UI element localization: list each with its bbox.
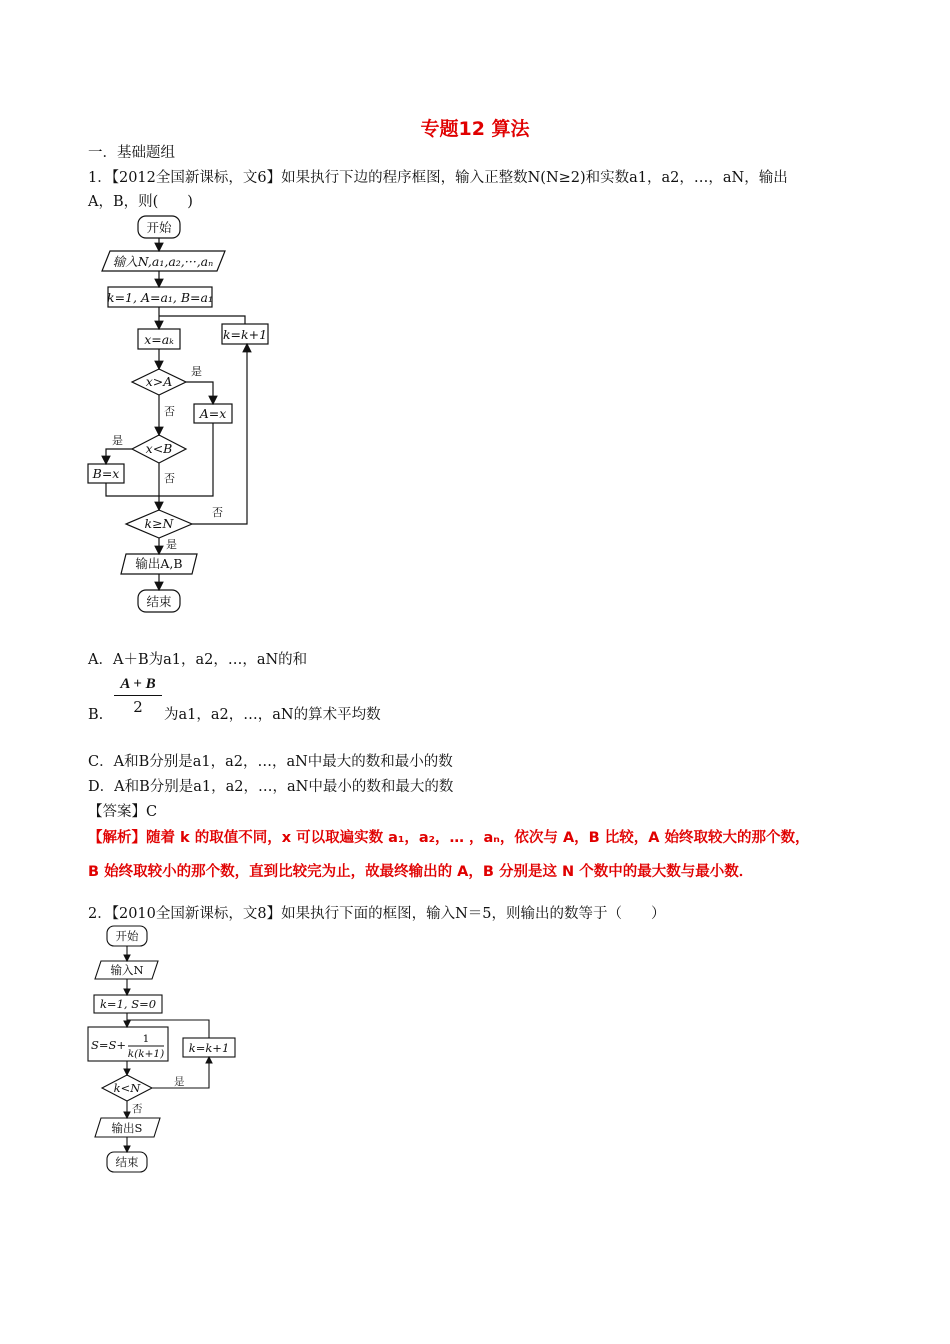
q1-analysis-line1: 【解析】随着 k 的取值不同，x 可以取遍实数 a₁，a₂，… ，aₙ，依次与 A，B 比较，A 始终取较大的那个数， <box>88 830 810 846</box>
q1-analysis-line2: B 始终取较小的那个数，直到比较完为止，故最终输出的 A，B 分别是这 N 个数中的最大数与最小数． <box>88 864 754 880</box>
q2-inc-k-label: k=k+1 <box>188 1041 230 1055</box>
q1-option-b-fraction <box>114 676 162 716</box>
q1-no-label-3: 否 <box>212 506 223 519</box>
q2-cond-label: k<N <box>113 1081 141 1095</box>
q1-cond2-label: x<B <box>145 441 173 456</box>
q2-stem-line1: 2．【2010全国新课标，文8】如果执行下面的框图，输入N＝5，则输出的数等于（ ） <box>88 906 666 922</box>
q1-yes-label-1: 是 <box>191 365 202 378</box>
q1-cond3-label: k≥N <box>144 516 174 531</box>
fraction-numerator: A + B <box>114 676 162 696</box>
q2-update-s-denominator: k(k+1) <box>127 1048 165 1060</box>
q1-assign-x-label: x=aₖ <box>144 332 174 347</box>
q2-output-label: 输出S <box>111 1121 143 1135</box>
q1-option-a: A．A＋B为a1，a2，…，aN的和 <box>88 652 308 668</box>
q1-yes-label-3: 是 <box>166 538 177 551</box>
q2-no-label: 否 <box>132 1103 143 1115</box>
q2-init-label: k=1, S=0 <box>99 997 157 1011</box>
q1-option-b-text: 为a1，a2，…，aN的算术平均数 <box>164 707 381 723</box>
q1-input-label: 输入N,a₁,a₂,···,aₙ <box>112 254 214 269</box>
q1-output-label: 输出A,B <box>135 556 183 571</box>
q1-yes-label-2: 是 <box>112 434 123 447</box>
q1-option-c: C．A和B分别是a1，a2，…，aN中最大的数和最小的数 <box>88 754 453 770</box>
q1-set-a-label: A=x <box>199 406 227 421</box>
q1-option-d: D．A和B分别是a1，a2，…，aN中最小的数和最大的数 <box>88 779 454 795</box>
q2-start-label: 开始 <box>115 929 139 943</box>
q1-option-b-prefix: B. <box>88 707 104 723</box>
q2-update-s-left: S=S+ <box>91 1038 127 1052</box>
q1-init-label: k=1, A=a₁, B=a₁ <box>107 290 213 305</box>
q1-set-b-label: B=x <box>92 466 120 481</box>
q2-update-s-numerator: 1 <box>142 1033 150 1045</box>
q1-flowchart <box>80 210 290 620</box>
q1-inc-k-label: k=k+1 <box>222 327 268 342</box>
q1-no-label-2: 否 <box>164 472 175 485</box>
q1-end-label: 结束 <box>146 594 172 609</box>
q1-no-label-1: 否 <box>164 405 175 418</box>
q2-end-label: 结束 <box>115 1155 139 1169</box>
q2-yes-label: 是 <box>174 1076 185 1088</box>
section-heading: 一．基础题组 <box>88 145 175 161</box>
page-title: 专题12 算法 <box>420 118 530 140</box>
q1-start-label: 开始 <box>146 220 172 235</box>
q2-input-label: 输入N <box>110 963 144 977</box>
q1-stem-line1: 1．【2012全国新课标，文6】如果执行下边的程序框图，输入正整数N(N≥2)和实数a1，a2，…，aN，输出 <box>88 170 788 186</box>
q2-flowchart <box>80 920 250 1175</box>
q1-stem-line2: A，B，则( ) <box>88 194 193 210</box>
fraction-denominator: 2 <box>133 698 143 716</box>
q1-cond1-label: x>A <box>145 374 173 389</box>
q1-answer: 【答案】C <box>88 804 158 820</box>
